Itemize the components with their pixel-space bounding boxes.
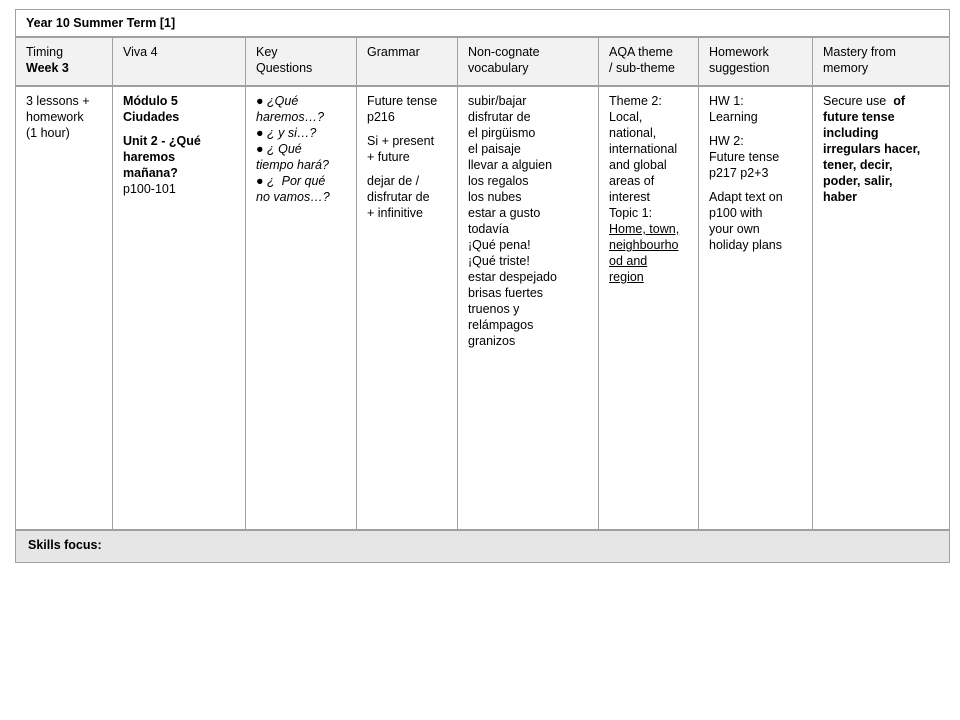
aqa-line: Topic 1: xyxy=(609,206,653,220)
vocab-item: ¡Qué pena! xyxy=(468,238,531,252)
mastery-line: future tense xyxy=(823,110,895,124)
unit-title: Unit 2 - ¿Qué xyxy=(123,134,201,148)
aqa-topic-line: neighbourho xyxy=(609,238,679,252)
key-question-line: tiempo hará? xyxy=(256,158,329,172)
key-question-line: ● ¿ y si…? xyxy=(256,126,317,140)
vocab-item: todavía xyxy=(468,222,510,236)
homework-line: p100 with xyxy=(709,206,763,220)
aqa-line: Theme 2: xyxy=(609,94,662,108)
vocab-item: estar a gusto xyxy=(468,206,541,220)
mastery-text-bold: of xyxy=(889,94,905,108)
grammar-line: + infinitive xyxy=(367,206,423,220)
vocab-item: los nubes xyxy=(468,190,522,204)
module-title: Ciudades xyxy=(123,110,180,124)
module-title: Módulo 5 xyxy=(123,94,178,108)
aqa-line: Local, xyxy=(609,110,643,124)
homework-line: p217 p2+3 xyxy=(709,166,769,180)
homework-line: Adapt text on xyxy=(709,190,783,204)
vocab-item: estar despejado xyxy=(468,270,557,284)
content-row xyxy=(16,87,949,529)
header-grammar-label: Grammar xyxy=(367,45,420,59)
unit-title: haremos xyxy=(123,150,176,164)
grammar-line: Future tense xyxy=(367,94,438,108)
vocab-item: brisas fuertes xyxy=(468,286,544,300)
header-aqa-line: / sub-theme xyxy=(609,61,676,75)
header-mastery-line: Mastery from xyxy=(823,45,896,59)
grammar-line: Si + present xyxy=(367,134,435,148)
header-aqa-line: AQA theme xyxy=(609,45,673,59)
key-question-line: haremos…? xyxy=(256,110,325,124)
mastery-line: tener, decir, xyxy=(823,158,893,172)
header-mastery-line: memory xyxy=(823,61,869,75)
homework-line: HW 2: xyxy=(709,134,744,148)
homework-line: HW 1: xyxy=(709,94,744,108)
cell-homework xyxy=(699,87,813,529)
vocab-item: subir/bajar xyxy=(468,94,527,108)
mastery-line: haber xyxy=(823,190,858,204)
cell-mastery xyxy=(813,87,949,529)
text-line: (1 hour) xyxy=(26,126,70,140)
mastery-line: including xyxy=(823,126,879,140)
vocab-item: los regalos xyxy=(468,174,529,188)
table-title: Year 10 Summer Term [1] xyxy=(16,10,949,38)
vocab-item: granizos xyxy=(468,334,516,348)
header-key-questions-line: Questions xyxy=(256,61,313,75)
grammar-line: dejar de / xyxy=(367,174,420,188)
scheme-of-work-table xyxy=(15,9,950,563)
header-non-cognate-line: vocabulary xyxy=(468,61,529,75)
key-question-line: no vamos…? xyxy=(256,190,330,204)
header-non-cognate-line: Non-cognate xyxy=(468,45,540,59)
vocab-item: el pirgüismo xyxy=(468,126,536,140)
header-homework xyxy=(699,38,813,85)
skills-focus-row: Skills focus: xyxy=(16,529,949,562)
key-question-line: ● ¿Qué xyxy=(256,94,299,108)
homework-line: Learning xyxy=(709,110,758,124)
cell-aqa-theme xyxy=(599,87,699,529)
header-timing xyxy=(16,38,113,85)
text-line: homework xyxy=(26,110,84,124)
mastery-line: irregulars hacer, xyxy=(823,142,921,156)
aqa-line: national, xyxy=(609,126,657,140)
text-line: 3 lessons + xyxy=(26,94,90,108)
grammar-line: disfrutar de xyxy=(367,190,430,204)
homework-line: holiday plans xyxy=(709,238,782,252)
aqa-topic-line: Home, town, xyxy=(609,222,680,236)
mastery-text: Secure use xyxy=(823,94,890,108)
homework-line: Future tense xyxy=(709,150,780,164)
mastery-line: poder, salir, xyxy=(823,174,893,188)
vocab-item: llevar a alguien xyxy=(468,158,553,172)
unit-pages: p100-101 xyxy=(123,182,176,196)
cell-vocabulary xyxy=(458,87,599,529)
aqa-line: and global xyxy=(609,158,667,172)
grammar-line: + future xyxy=(367,150,410,164)
header-key-questions-line: Key xyxy=(256,45,278,59)
key-question-line: ● ¿ Qué xyxy=(256,142,302,156)
vocab-item: ¡Qué triste! xyxy=(468,254,530,268)
cell-viva xyxy=(113,87,246,529)
aqa-line: interest xyxy=(609,190,650,204)
header-viva-label: Viva 4 xyxy=(123,45,158,59)
cell-grammar xyxy=(357,87,458,529)
cell-key-questions xyxy=(246,87,357,529)
cell-timing xyxy=(16,87,113,529)
mastery-line xyxy=(823,93,942,109)
header-homework-line: suggestion xyxy=(709,61,770,75)
header-timing-label: Timing xyxy=(26,45,64,59)
vocab-item: truenos y xyxy=(468,302,520,316)
vocab-item: disfrutar de xyxy=(468,110,531,124)
header-aqa xyxy=(599,38,699,85)
header-timing-week: Week 3 xyxy=(26,61,69,75)
header-mastery xyxy=(813,38,949,85)
key-question-line: ● ¿ Por qué xyxy=(256,174,326,188)
aqa-topic-line: od and xyxy=(609,254,648,268)
header-homework-line: Homework xyxy=(709,45,769,59)
vocab-item: relámpagos xyxy=(468,318,534,332)
unit-title: mañana? xyxy=(123,166,178,180)
vocab-item: el paisaje xyxy=(468,142,521,156)
header-row xyxy=(16,38,949,87)
header-grammar xyxy=(357,38,458,85)
aqa-line: areas of xyxy=(609,174,655,188)
homework-line: your own xyxy=(709,222,760,236)
header-non-cognate xyxy=(458,38,599,85)
header-viva xyxy=(113,38,246,85)
aqa-topic-line: region xyxy=(609,270,644,284)
aqa-line: international xyxy=(609,142,678,156)
header-key-questions xyxy=(246,38,357,85)
grammar-line: p216 xyxy=(367,110,395,124)
